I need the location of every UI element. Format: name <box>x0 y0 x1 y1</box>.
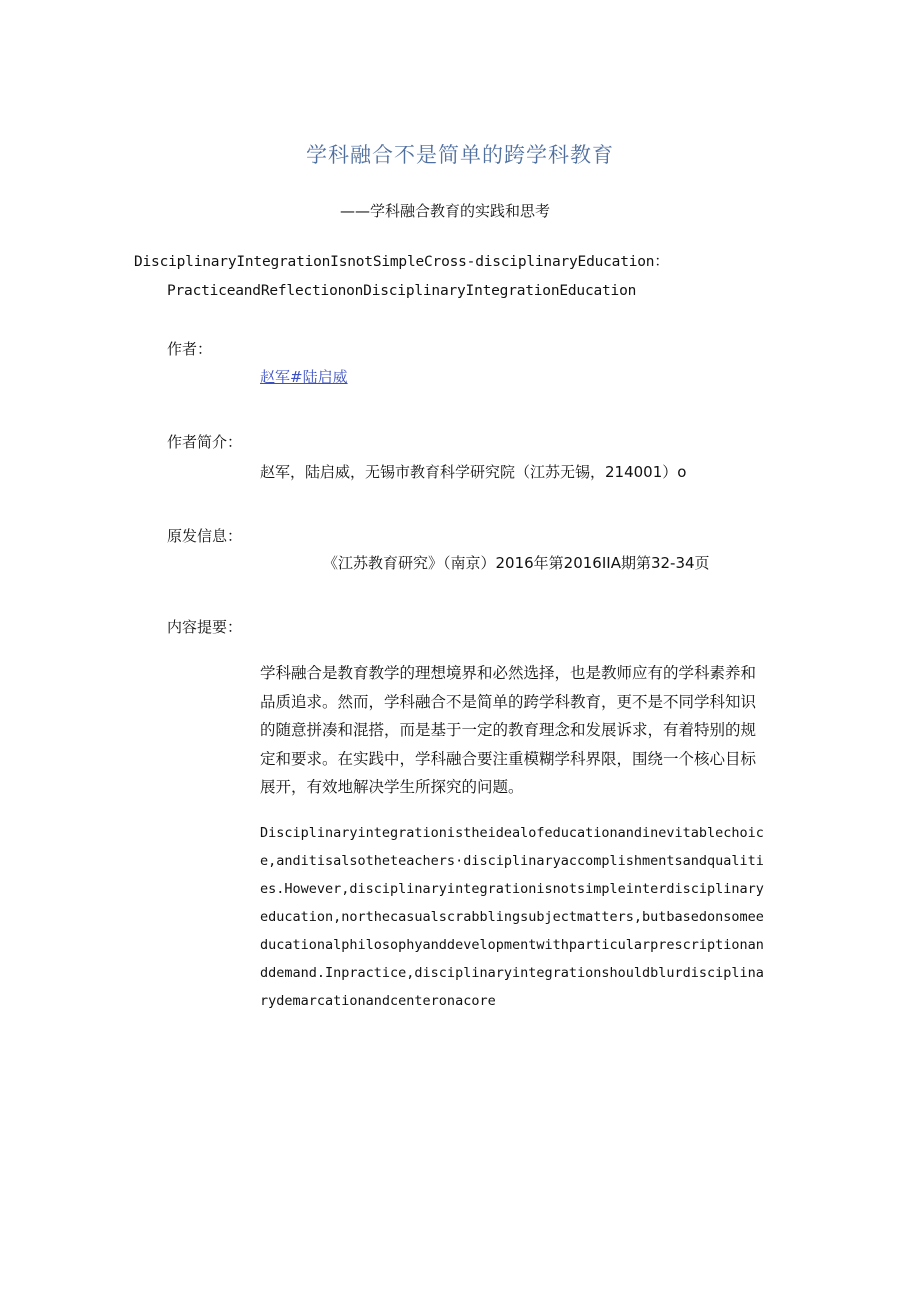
author-label: 作者： <box>167 340 213 358</box>
english-title-line-1: DisciplinaryIntegrationIsnotSimpleCross-disciplinaryEducation： <box>134 254 669 270</box>
authors-link[interactable]: 赵军#陆启威 <box>260 368 348 386</box>
article-title: 学科融合不是简单的跨学科教育 <box>306 143 614 167</box>
source-info-label: 原发信息： <box>167 527 243 545</box>
abstract-english: Disciplinaryintegrationistheidealofeducationandinevitablechoice,anditisalsotheteachers·disciplinaryaccomplishmentsandqualities.However,disciplinaryintegrationisnotsimpleinterdisciplinaryeducation,northecasualscrabblingsubjectmatters,butbasedonsomeeducationalphilosophyanddevelopmentwithparticularprescriptionanddemand.Inpractice,disciplinaryintegrationshouldblurdisciplinarydemarcationandcenteronacore <box>260 825 764 1009</box>
abstract-chinese: 学科融合是教育教学的理想境界和必然选择，也是教师应有的学科素养和品质追求。然而，学科融合不是简单的跨学科教育，更不是不同学科知识的随意拼凑和混搭，而是基于一定的教育理念和发展诉求，有着特别的规定和要求。在实践中，学科融合要注重模糊学科界限，围绕一个核心目标展开，有效地解决学生所探究的问题。 <box>260 664 757 796</box>
author-bio-label: 作者简介： <box>167 433 243 451</box>
article-subtitle: ——学科融合教育的实践和思考 <box>340 202 551 220</box>
author-bio-text: 赵军，陆启威，无锡市教育科学研究院（江苏无锡，214001）o <box>260 463 687 481</box>
abstract-label: 内容提要： <box>167 618 243 636</box>
source-info-text: 《江苏教育研究》（南京）2016年第2016IIA期第32-34页 <box>323 554 710 572</box>
english-title-line-2: PracticeandReflectiononDisciplinaryIntegrationEducation <box>167 283 637 299</box>
